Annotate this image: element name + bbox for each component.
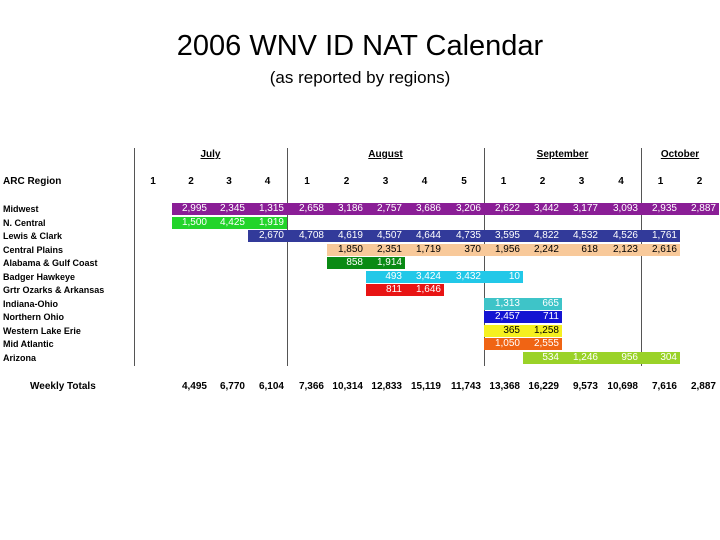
week-number: 2	[343, 176, 350, 187]
region-label: N. Central	[3, 217, 46, 228]
weekly-total-value: 7,616	[651, 381, 677, 392]
region-value-cell: 2,887	[680, 203, 719, 215]
week-number: 4	[264, 176, 271, 187]
weekly-total-value: 4,495	[181, 381, 207, 392]
region-value-cell: 370	[444, 244, 484, 256]
column-divider	[134, 148, 135, 366]
region-value-cell: 3,206	[444, 203, 484, 215]
weekly-total-value: 12,833	[371, 381, 402, 392]
region-value-cell: 1,500	[172, 217, 210, 229]
week-number: 2	[539, 176, 546, 187]
column-divider	[641, 148, 642, 366]
week-number: 2	[696, 176, 703, 187]
week-number: 3	[578, 176, 585, 187]
region-value-cell: 1,919	[248, 217, 287, 229]
region-value-cell: 4,526	[601, 230, 641, 242]
region-value-cell: 4,644	[405, 230, 444, 242]
region-value-cell: 2,995	[172, 203, 210, 215]
weekly-total-value: 15,119	[410, 381, 441, 392]
weekly-totals-label: Weekly Totals	[30, 381, 96, 392]
region-value-cell: 3,177	[562, 203, 601, 215]
region-value-cell: 2,457	[484, 311, 523, 323]
region-value-cell: 3,686	[405, 203, 444, 215]
region-value-cell: 618	[562, 244, 601, 256]
region-value-cell: 2,345	[210, 203, 248, 215]
week-number: 3	[226, 176, 232, 187]
region-value-cell: 365	[484, 325, 523, 337]
month-header: August	[368, 149, 403, 160]
region-value-cell: 2,757	[366, 203, 405, 215]
region-label: Western Lake Erie	[3, 325, 81, 336]
region-header-label: ARC Region	[3, 176, 62, 187]
region-value-cell: 4,735	[444, 230, 484, 242]
region-label: Badger Hawkeye	[3, 271, 76, 282]
region-value-cell: 956	[601, 352, 641, 364]
month-header: October	[660, 149, 700, 160]
week-number: 1	[304, 176, 310, 187]
region-label: Lewis & Clark	[3, 231, 63, 241]
region-value-cell: 1,850	[327, 244, 366, 256]
weekly-total-value: 7,366	[298, 381, 324, 392]
region-label: Mid Atlantic	[3, 339, 54, 349]
region-value-cell: 4,425	[210, 217, 248, 229]
region-value-cell: 3,424	[405, 271, 444, 283]
region-label: Northern Ohio	[3, 312, 64, 322]
region-value-cell: 534	[523, 352, 562, 364]
region-value-cell: 2,935	[641, 203, 680, 215]
region-value-cell: 1,956	[484, 244, 523, 256]
region-value-cell: 665	[523, 298, 562, 310]
weekly-total-value: 16,229	[528, 381, 559, 392]
region-value-cell: 711	[523, 311, 562, 323]
region-label: Arizona	[3, 352, 37, 363]
page-title: 2006 WNV ID NAT Calendar	[176, 30, 544, 62]
weekly-total-value: 6,104	[258, 381, 284, 392]
region-value-cell: 4,619	[327, 230, 366, 242]
region-label: Alabama & Gulf Coast	[3, 258, 98, 268]
weekly-total-value: 9,573	[572, 381, 598, 392]
region-value-cell: 2,123	[601, 244, 641, 256]
region-value-cell: 858	[327, 257, 366, 269]
month-header: September	[536, 149, 589, 160]
region-value-cell: 3,595	[484, 230, 523, 242]
week-number: 1	[500, 176, 507, 187]
region-label: Grtr Ozarks & Arkansas	[3, 285, 105, 295]
region-value-cell: 2,555	[523, 338, 562, 350]
region-value-cell: 2,351	[366, 244, 405, 256]
column-divider	[287, 148, 288, 366]
week-number: 3	[382, 176, 389, 187]
region-value-cell: 4,532	[562, 230, 601, 242]
region-value-cell: 1,761	[641, 230, 680, 242]
region-value-cell: 1,914	[366, 257, 405, 269]
region-value-cell: 2,622	[484, 203, 523, 215]
region-value-cell: 1,258	[523, 325, 562, 337]
weekly-total-value: 10,698	[607, 381, 638, 392]
region-label: Indiana-Ohio	[3, 298, 58, 309]
region-value-cell: 2,670	[248, 230, 287, 242]
region-value-cell: 2,658	[287, 203, 327, 215]
week-number: 5	[461, 176, 467, 187]
region-value-cell: 811	[366, 284, 405, 296]
region-label: Midwest	[3, 204, 39, 214]
month-header: July	[200, 149, 221, 160]
region-value-cell: 1,246	[562, 352, 601, 364]
week-number: 4	[618, 176, 624, 187]
region-value-cell: 4,708	[287, 230, 327, 242]
region-value-cell: 3,093	[601, 203, 641, 215]
region-value-cell: 1,050	[484, 338, 523, 350]
region-value-cell: 4,507	[366, 230, 405, 242]
region-value-cell: 304	[641, 352, 680, 364]
region-value-cell: 3,186	[327, 203, 366, 215]
region-value-cell: 1,719	[405, 244, 444, 256]
weekly-total-value: 2,887	[690, 381, 716, 392]
region-value-cell: 4,822	[523, 230, 562, 242]
weekly-total-value: 6,770	[219, 381, 245, 392]
region-value-cell: 3,432	[444, 271, 484, 283]
weekly-total-value: 10,314	[332, 381, 363, 392]
region-label: Central Plains	[3, 244, 64, 255]
region-value-cell: 3,442	[523, 203, 562, 215]
week-number: 1	[150, 176, 156, 187]
weekly-total-value: 13,368	[489, 381, 520, 392]
week-number: 2	[188, 176, 194, 187]
weekly-total-value: 11,743	[450, 381, 481, 392]
region-value-cell: 1,313	[484, 298, 523, 310]
region-value-cell: 493	[366, 271, 405, 283]
region-value-cell: 1,315	[248, 203, 287, 215]
page-subtitle: (as reported by regions)	[269, 68, 451, 87]
region-value-cell: 2,616	[641, 244, 680, 256]
region-value-cell: 1,646	[405, 284, 444, 296]
week-number: 4	[421, 176, 428, 187]
region-value-cell: 2,242	[523, 244, 562, 256]
region-value-cell: 10	[484, 271, 523, 283]
week-number: 1	[657, 176, 664, 187]
